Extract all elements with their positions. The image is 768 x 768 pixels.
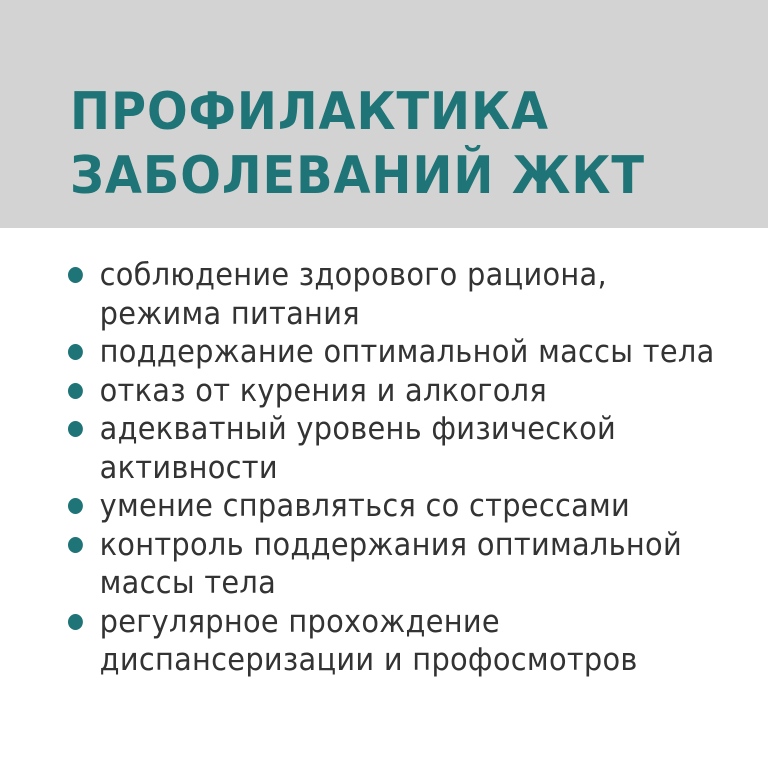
list-item (68, 333, 715, 372)
list-item (68, 256, 710, 333)
title-line-2: ЗАБОЛЕВАНИЙ ЖКТ (70, 146, 645, 206)
list-item-line: умение справляться со стрессами (99, 488, 631, 524)
bullet-icon (68, 537, 83, 553)
list-item (68, 372, 710, 411)
list-item (68, 410, 710, 487)
list-item-line: массы тела (99, 565, 277, 601)
list-item-line: диспансеризации и профосмотров (99, 642, 638, 678)
title-line-1: ПРОФИЛАКТИКА (70, 82, 549, 142)
list-item-line: режима питания (99, 295, 360, 332)
list-item (68, 603, 710, 680)
list-item-line: активности (99, 449, 278, 486)
list-item-line: регулярное прохождение (99, 603, 500, 640)
bullet-icon (68, 421, 83, 437)
bullet-icon (68, 383, 83, 399)
bullet-icon (68, 614, 83, 630)
list-item-line: контроль поддержания оптимальной (99, 526, 682, 563)
list-item-line: соблюдение здорового рациона, (99, 257, 607, 293)
list-item-line: отказ от курения и алкоголя (99, 372, 547, 409)
bullet-icon (68, 498, 83, 514)
prevention-list (68, 256, 758, 680)
list-item-line: адекватный уровень физической (99, 411, 617, 447)
list-item (68, 487, 710, 526)
list-item-line: поддержание оптимальной массы тела (99, 334, 715, 370)
header-banner (0, 0, 768, 228)
bullet-icon (68, 267, 83, 283)
bullet-icon (68, 344, 83, 360)
page-title (70, 80, 645, 208)
list-item (68, 526, 710, 603)
